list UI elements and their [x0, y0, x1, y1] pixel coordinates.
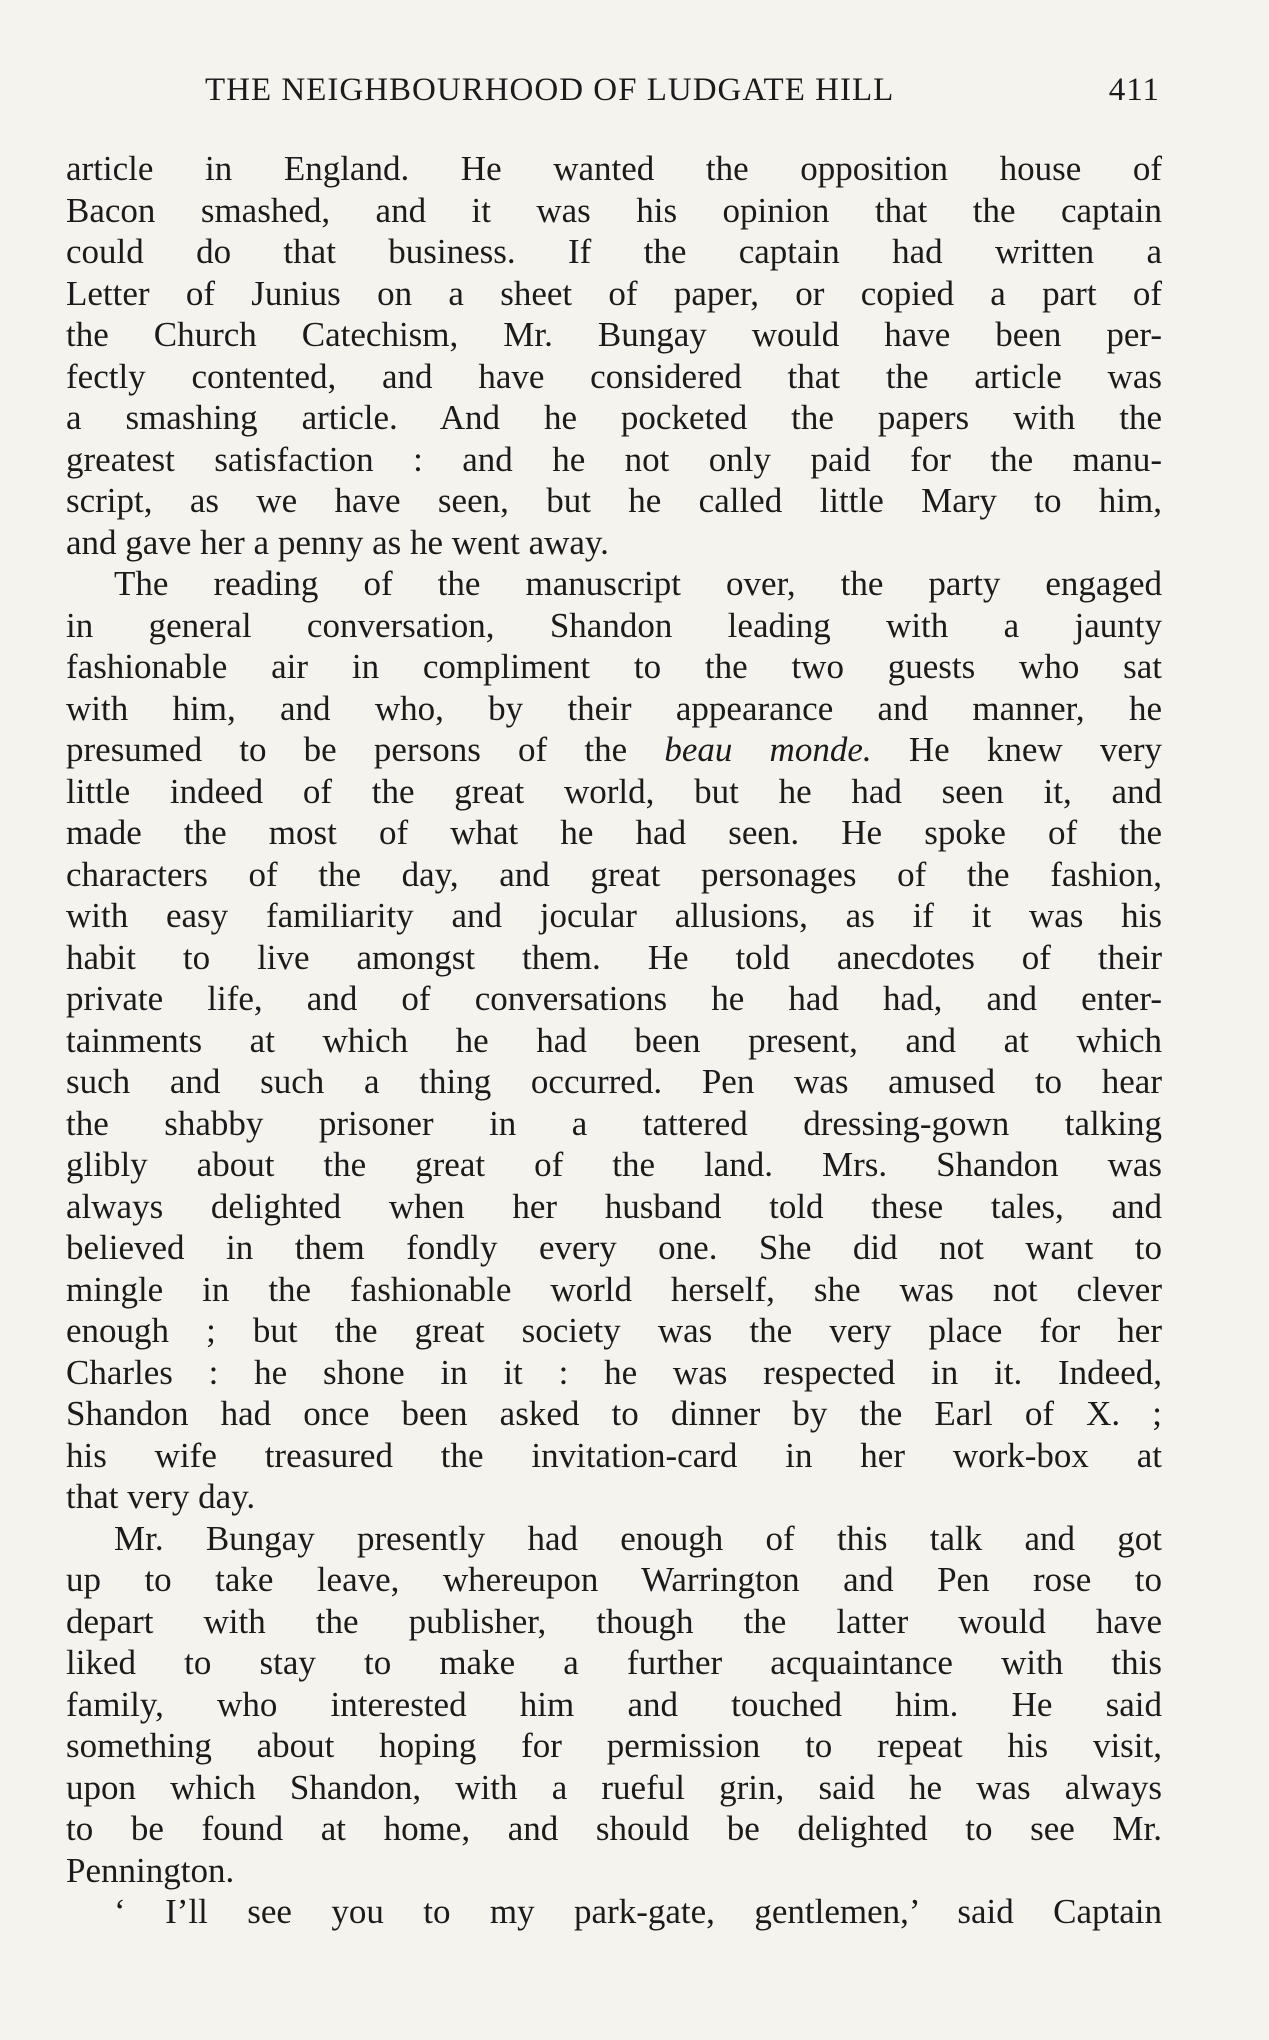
text-line: tainments at which he had been present, and at which: [66, 1020, 1162, 1060]
text-line: Pennington.: [66, 1850, 235, 1890]
text-line: characters of the day, and great personages of the fashion,: [66, 854, 1162, 894]
text-line: with easy familiarity and jocular allusions, as if it was his: [66, 896, 1162, 935]
text-line: fashionable air in compliment to the two guests who sat: [66, 647, 1162, 686]
text-line: his wife treasured the invitation-card in her work-box at: [66, 1435, 1162, 1475]
text-line: something about hoping for permission to repeat his visit,: [66, 1726, 1162, 1765]
text-line: with him, and who, by their appearance and manner, he: [66, 688, 1162, 728]
text-line: Bacon smashed, and it was his opinion that the captain: [66, 190, 1162, 230]
text-segment: presumed to be persons of the: [66, 730, 628, 769]
text-line: such and such a thing occurred. Pen was amused to hear: [66, 1062, 1162, 1101]
text-line: the Church Catechism, Mr. Bungay would have been per-: [66, 315, 1162, 354]
text-line: article in England. He wanted the opposition house of: [66, 149, 1162, 188]
text-line: liked to stay to make a further acquaintance with this: [66, 1643, 1162, 1682]
text-line: mingle in the fashionable world herself, she was not clever: [66, 1269, 1162, 1309]
text-line: Shandon had once been asked to dinner by the Earl of X. ;: [66, 1394, 1162, 1433]
text-line: in general conversation, Shandon leading with a jaunty: [66, 605, 1162, 645]
text-line: [66, 729, 1162, 771]
text-segment: He knew very: [908, 730, 1162, 769]
running-title: THE NEIGHBOURHOOD OF LUDGATE HILL: [205, 72, 895, 108]
page-number: 411: [1108, 72, 1160, 108]
text-line: The reading of the manuscript over, the party engaged: [114, 564, 1162, 603]
text-line: little indeed of the great world, but he had seen it, and: [66, 771, 1162, 811]
text-line: could do that business. If the captain had written a: [66, 232, 1162, 271]
page-header: [205, 72, 1160, 116]
text-line: the shabby prisoner in a tattered dressing-gown talking: [66, 1103, 1162, 1143]
text-line: ‘ I’ll see you to my park-gate, gentlemen,’ said Captain: [114, 1892, 1162, 1931]
text-line: up to take leave, whereupon Warrington and Pen rose to: [66, 1560, 1162, 1599]
text-line: believed in them fondly every one. She did not want to: [66, 1228, 1162, 1267]
text-line: to be found at home, and should be delighted to see Mr.: [66, 1809, 1162, 1848]
text-line: habit to live amongst them. He told anecdotes of their: [66, 937, 1162, 977]
text-line: made the most of what he had seen. He spoke of the: [66, 813, 1162, 852]
text-line: and gave her a penny as he went away.: [66, 522, 609, 562]
text-line: family, who interested him and touched him. He said: [66, 1684, 1162, 1724]
body-text: [66, 148, 1162, 1933]
text-line: upon which Shandon, with a rueful grin, said he was always: [66, 1767, 1162, 1807]
text-line: private life, and of conversations he had had, and enter-: [66, 979, 1162, 1018]
text-line: glibly about the great of the land. Mrs. Shandon was: [66, 1145, 1162, 1184]
text-line: always delighted when her husband told these tales, and: [66, 1186, 1162, 1226]
text-line: fectly contented, and have considered that the article was: [66, 356, 1162, 396]
text-line: greatest satisfaction : and he not only paid for the manu-: [66, 439, 1162, 479]
italic-phrase: beau monde.: [664, 730, 872, 769]
text-line: depart with the publisher, though the latter would have: [66, 1601, 1162, 1641]
text-line: Letter of Junius on a sheet of paper, or copied a part of: [66, 273, 1162, 313]
text-line: a smashing article. And he pocketed the papers with the: [66, 398, 1162, 437]
text-line: Charles : he shone in it : he was respected in it. Indeed,: [66, 1352, 1162, 1392]
text-line: that very day.: [66, 1477, 256, 1516]
text-line: enough ; but the great society was the very place for her: [66, 1311, 1162, 1350]
text-line: script, as we have seen, but he called little Mary to him,: [66, 481, 1162, 520]
text-line: Mr. Bungay presently had enough of this talk and got: [114, 1518, 1162, 1558]
